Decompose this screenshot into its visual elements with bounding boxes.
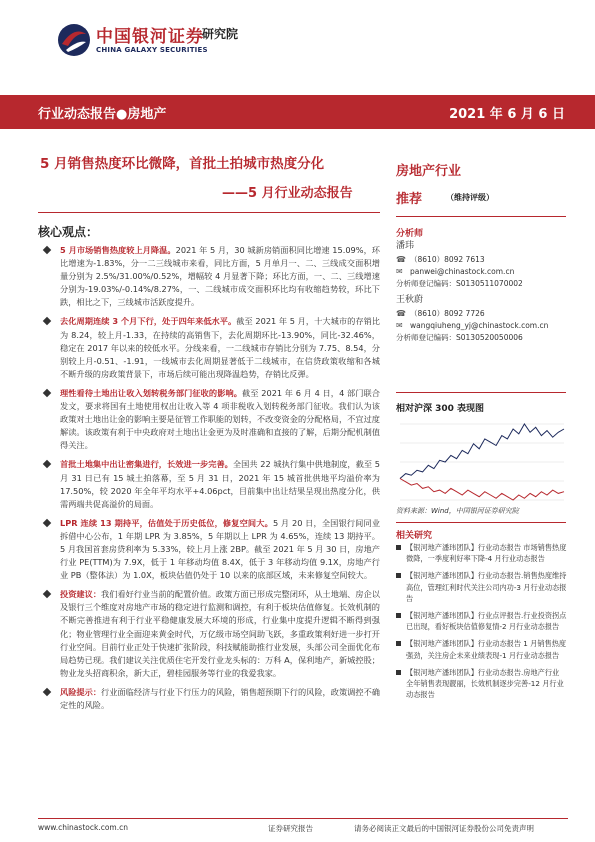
point-body: 行业面临经济与行业下行压力的风险，销售超预期下行的风险，政策调控不确定性的风险。 bbox=[60, 686, 380, 710]
report-date: 2021 年 6 月 6 日 bbox=[449, 107, 565, 122]
point-lead: 首批土地集中出让密集进行，长效进一步完善。 bbox=[60, 459, 233, 470]
point-lead: 理性看待土地出让收入划转税务部门征收的影响。 bbox=[60, 387, 243, 398]
square-bullet-icon bbox=[396, 545, 401, 550]
point-lead: 5 月市场销售热度较上月降温。 bbox=[60, 245, 176, 255]
footer-divider bbox=[38, 818, 568, 819]
email-icon: ✉ bbox=[396, 267, 403, 276]
related-research-list bbox=[396, 542, 568, 706]
key-point bbox=[42, 517, 380, 582]
header-band bbox=[0, 95, 595, 129]
analyst-registration: 分析师登记编码：S0130520050006 bbox=[396, 333, 523, 342]
footer-disclaimer: 请务必阅读正文最后的中国银河证券股份公司免责声明 bbox=[354, 824, 534, 833]
related-report-text: 【银河地产潘玮团队】行业动态报告.销售热度维持高位，管理红利时代关注公司内功-3 月行业动态报告 bbox=[406, 571, 567, 603]
related-report-text: 【银河地产潘玮团队】行业动态报告 1 月销售热度强劲，关注房企未来业绩表现-1 月行业动态报告 bbox=[406, 639, 567, 660]
related-report-item[interactable] bbox=[396, 667, 568, 701]
point-body: 我们看好行业当前的配置价值。政策方面已形成完整闭环，从土地端、房企以及银行三个维度对房地产市场的稳定进行监测和调控，有利于板块估值修复。长效机制的不断完善推进有利于行业平稳健康发展大环境的形成，行业集中度提升逻辑不断得到强化；物业管理行业全面迎来黄金时代，万亿级市场空间助飞跃，多重政策利好进一步打开行业空间。目前行业正处于快速扩张阶段，科技赋能助推行业发展，头部公司全面优化布局趋势已现。我们建议关注优质住宅开发行业龙头标的：万科 A，保利地产，新城控股；物业龙头招商积余，新大正，碧桂园服务等行业的我爱我家。 bbox=[60, 589, 380, 678]
analyst-phone: （8610）8092 7613 bbox=[410, 255, 485, 264]
point-body: 截至 2021 年 5 月，十大城市的存销比为 8.24，较上月-1.33，在持续的高销售下，去化周期环比-13.90%，同比-32.46%，稳定在 2017 年以来的较低水平。分线来看，一二线城市存销比分别为 7.75、8.54，分别较上月-0.51、-1.91，一线城市去化周期显著低于二线城市，在信贷政策收缩和各城不断升级的房政策背景下，市场后续可能出现降温趋势，存销比反弹。 bbox=[60, 316, 380, 379]
related-report-text: 【银河地产潘玮团队】行业动态报告.房地产行业 全年销售表现靓丽，长效机制逐步完善-12 月行业动态报告 bbox=[406, 667, 564, 700]
chart-series-line-0 bbox=[400, 424, 564, 479]
diamond-bullet-icon bbox=[43, 317, 51, 325]
report-subtitle: ——5 月行业动态报告 bbox=[222, 186, 353, 201]
analyst-heading: 分析师 bbox=[396, 229, 424, 239]
key-point bbox=[42, 244, 380, 309]
key-point bbox=[42, 387, 380, 452]
analyst-card bbox=[396, 240, 566, 290]
analyst-name: 潘玮 bbox=[396, 241, 415, 251]
square-bullet-icon bbox=[396, 641, 401, 646]
relative-performance-chart bbox=[396, 418, 568, 506]
key-point bbox=[42, 458, 380, 510]
analyst-registration: 分析师登记编码：S0130511070002 bbox=[396, 279, 523, 288]
title-divider bbox=[38, 212, 380, 213]
institute-label: 研究院 bbox=[202, 27, 239, 41]
key-point bbox=[42, 315, 380, 380]
square-bullet-icon bbox=[396, 573, 401, 578]
related-research-heading: 相关研究 bbox=[396, 531, 433, 541]
footer-website-link[interactable]: www.chinastock.com.cn bbox=[38, 823, 128, 832]
point-body: 全国共 22 城执行集中供地制度，截至 5 月 31 日已有 15 城土拍落幕，至 5 月 31 日，2021 年 15 城首批供地平均溢价率为 17.50%，较 2020 年全年平均水平+4.06pct，目前集中出让结果呈现出热度分化，供需两端共促高溢价的局面。 bbox=[60, 459, 380, 509]
point-lead: 投资建议： bbox=[60, 589, 102, 600]
point-body: 截至 2021 年 6 月 4 日，4 部门联合发文，要求将国有土地使用权出让收入等 4 项非税收入划转税务部门征收。我们认为该政策对土地出让金的影响主要是征管工作职能的划转，不改变资金的分配格局，不宜过度解读。该政策有利于中央政府对土地出让金更为及时准确和直接的了解，后期分配机制值得关注。 bbox=[60, 387, 380, 451]
galaxy-logo-icon bbox=[56, 22, 92, 58]
email-icon: ✉ bbox=[396, 321, 403, 330]
footer-doc-type: 证券研究报告 bbox=[268, 824, 313, 833]
chart-source: 资料来源：Wind，中国银河证券研究院 bbox=[396, 507, 519, 515]
analyst-name: 王秋蔚 bbox=[396, 295, 424, 305]
company-logo bbox=[56, 18, 226, 68]
rating-note: （维持评级） bbox=[446, 193, 494, 202]
related-divider bbox=[396, 522, 566, 523]
square-bullet-icon bbox=[396, 670, 401, 675]
analyst-email[interactable]: wangqiuheng_yj@chinastock.com.cn bbox=[410, 321, 549, 330]
diamond-bullet-icon bbox=[43, 246, 51, 254]
report-category: 行业动态报告●房地产 bbox=[38, 107, 167, 122]
related-report-item[interactable] bbox=[396, 610, 568, 632]
point-lead: LPR 连续 13 期持平，估值处于历史低位，修复空间大。 bbox=[60, 517, 273, 528]
chart-divider bbox=[396, 392, 566, 393]
related-report-item[interactable] bbox=[396, 542, 568, 564]
phone-icon: ☎ bbox=[396, 255, 406, 264]
chart-grid bbox=[400, 424, 564, 500]
logo-english-name: CHINA GALAXY SECURITIES bbox=[96, 46, 208, 54]
diamond-bullet-icon bbox=[43, 590, 51, 598]
related-report-item[interactable] bbox=[396, 638, 568, 660]
square-bullet-icon bbox=[396, 613, 401, 618]
analyst-email[interactable]: panwei@chinastock.com.cn bbox=[410, 267, 515, 276]
diamond-bullet-icon bbox=[43, 460, 51, 468]
rating-divider bbox=[396, 216, 566, 217]
phone-icon: ☎ bbox=[396, 309, 406, 318]
point-body: 5 月 20 日，全国银行间同业拆借中心公布，1 年期 LPR 为 3.85%，5 年期以上 LPR 为 4.65%，连续 13 期持平。5 月我国首套房贷利率为 5.33%，较上月上涨 2BP。截至 2021 年 5 月 30 日，房地产行业 PE(TTM)为 7.9X，低于 1 年移动均值 8.4X，低于 3 年移动均值 9.1X，房地产行业 PB（整体法）为 1.0X，板块估值仍处于 10 以来的底部区域，未来修复空间较大。 bbox=[60, 517, 381, 581]
chart-title: 相对沪深 300 表现图 bbox=[396, 404, 485, 414]
core-views-label: 核心观点： bbox=[38, 225, 99, 239]
related-report-text: 【银河地产潘玮团队】行业动态报告 市场销售热度微降，一季度利好率下降-4 月行业动态报告 bbox=[406, 543, 567, 564]
point-body: 2021 年 5 月，30 城新房销面积同比增速 15.09%，环比增速为-1.83%，分一二三线城市来看，同比方面，5 月单月一、二、三线成交面积增量分别为 2.5%/31.00%/0.52%，增幅较 4 月显著下降；环比方面，一、二、三线增速分别为-19.03%/-0.14%/8.27%，一、二线城市成交面积环比均有收缩趋势较，环比下跌，相比之下，三线城市活跃度提升。 bbox=[60, 245, 380, 308]
related-report-item[interactable] bbox=[396, 570, 568, 604]
sector-name: 房地产行业 bbox=[396, 164, 462, 179]
point-lead: 去化周期连续 3 个月下行，处于四年来低水平。 bbox=[60, 316, 237, 327]
report-title: 5 月销售热度环比微降，首批土拍城市热度分化 bbox=[40, 156, 325, 172]
diamond-bullet-icon bbox=[43, 688, 51, 696]
chart-series-line-1 bbox=[400, 479, 564, 501]
analyst-phone: （8610）8092 7726 bbox=[410, 309, 485, 318]
diamond-bullet-icon bbox=[43, 389, 51, 397]
related-report-text: 【银河地产潘玮团队】行业点评报告.行业投资拐点已出现，看好板块估值修复情-2 月行业动态报告 bbox=[406, 611, 567, 632]
key-point bbox=[42, 686, 380, 712]
rating-value: 推荐 bbox=[396, 192, 423, 207]
key-points-list bbox=[42, 244, 380, 718]
analyst-card bbox=[396, 294, 566, 344]
logo-chinese-name: 中国银河证券 bbox=[96, 27, 204, 47]
diamond-bullet-icon bbox=[43, 519, 51, 527]
point-lead: 风险提示： bbox=[60, 686, 102, 697]
key-point bbox=[42, 588, 380, 680]
